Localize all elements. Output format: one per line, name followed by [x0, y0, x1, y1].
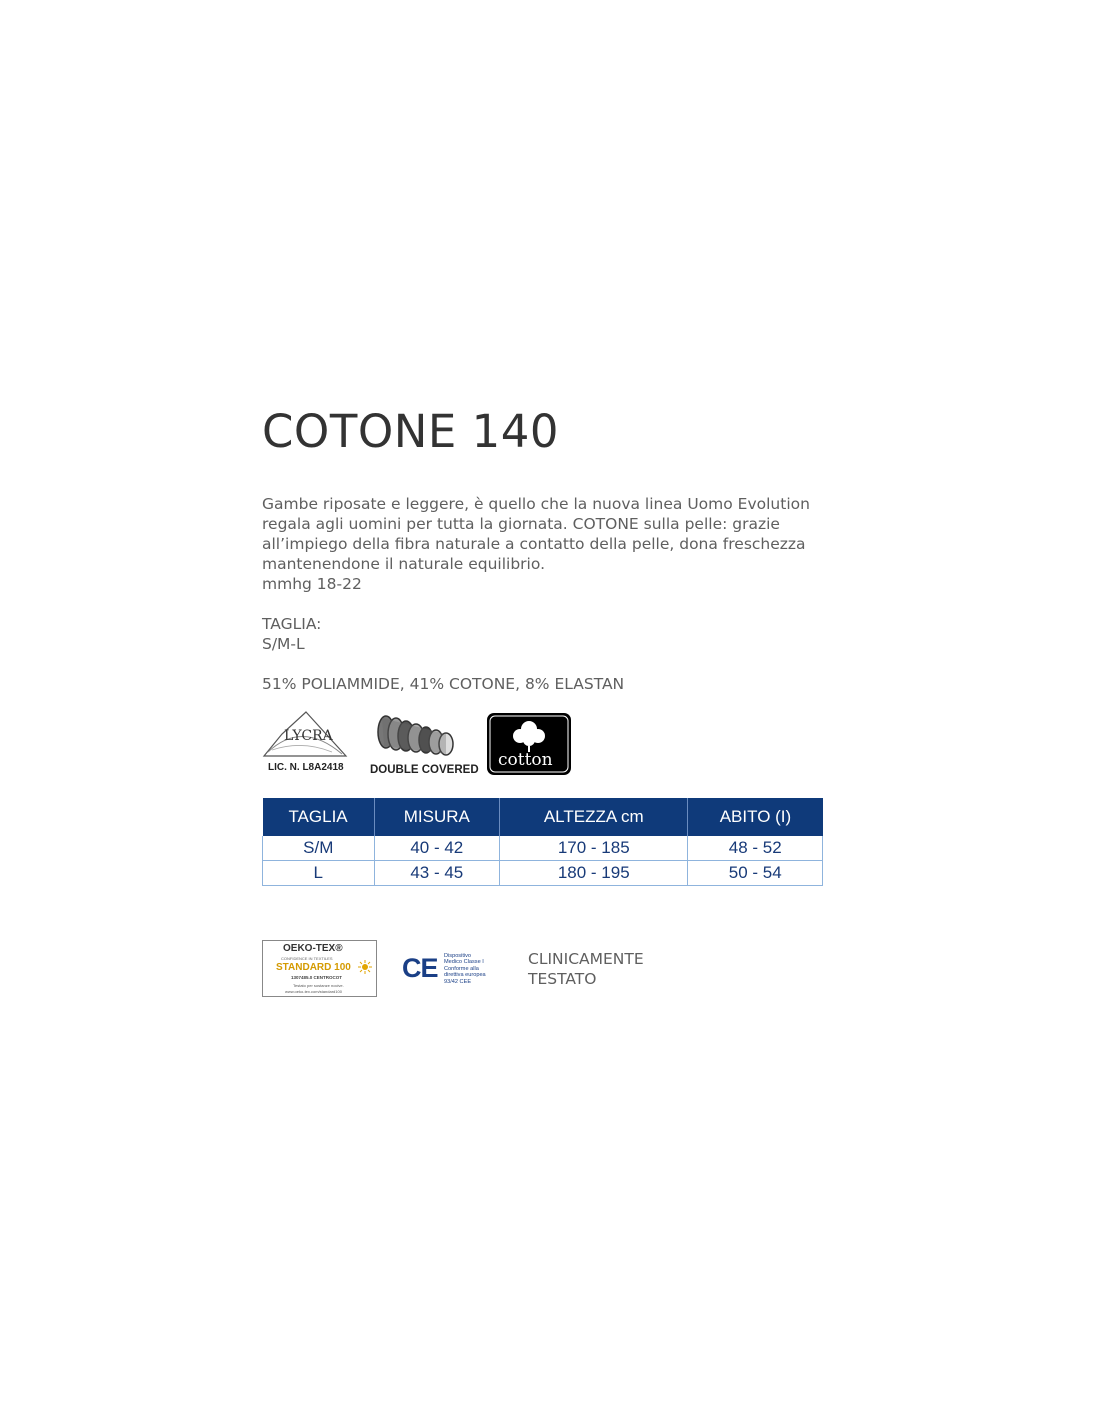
oeko-tex-badge: [262, 940, 377, 997]
ce-line: 93/42 CEE: [444, 978, 472, 985]
oeko-url: www.oeko-tex.com/standard100: [285, 989, 342, 994]
ce-line: Dispositivo: [444, 953, 472, 959]
double-covered-label: DOUBLE COVERED: [370, 764, 479, 776]
ce-line: direttiva europea: [444, 972, 486, 979]
lycra-license: LIC. N. L8A2418: [268, 762, 344, 773]
clinical-line: CLINICAMENTE: [528, 950, 644, 968]
product-title: COTONE 140: [262, 405, 560, 458]
material-badges: [262, 710, 592, 780]
pressure-value: mmhg 18-22: [262, 575, 362, 593]
product-description: [262, 494, 832, 594]
table-cell: 50 - 54: [688, 861, 823, 886]
table-row: [263, 836, 823, 861]
clinical-line: TESTATO: [528, 970, 597, 988]
size-info: [262, 614, 832, 654]
header-altezza: ALTEZZA cm: [500, 798, 688, 836]
description-line: mantenendone il naturale equilibrio.: [262, 555, 546, 573]
certification-badges: [262, 940, 682, 1002]
description-line: Gambe riposate e leggere, è quello che la nuova linea Uomo Evolution: [262, 495, 810, 513]
table-cell: S/M: [263, 836, 375, 861]
size-values: S/M-L: [262, 635, 305, 653]
ce-line: Conforme alla: [444, 965, 479, 972]
lycra-word: LYCRA: [284, 728, 333, 744]
table-cell: 170 - 185: [500, 836, 688, 861]
oeko-note: Testato per sostanze nocive.: [293, 983, 344, 988]
product-content: [262, 400, 832, 694]
ce-mark-icon: CE: [402, 953, 438, 983]
cotton-flower-icon: [486, 712, 572, 776]
size-table: [262, 798, 823, 886]
lycra-logo-icon: [262, 710, 348, 776]
ce-text: [444, 953, 486, 985]
oeko-tagline: CONFIDENCE IN TEXTILES: [281, 956, 333, 961]
oeko-brand: OEKO-TEX®: [283, 943, 343, 954]
oeko-standard: STANDARD 100: [276, 962, 351, 973]
cotton-word: cotton: [498, 750, 553, 770]
ce-line: Medico Classe I: [444, 959, 484, 966]
table-cell: 48 - 52: [688, 836, 823, 861]
header-misura: MISURA: [374, 798, 499, 836]
size-table-header: [263, 798, 823, 836]
double-covered-yarn-icon: [370, 712, 479, 778]
table-cell: 43 - 45: [374, 861, 499, 886]
composition: 51% POLIAMMIDE, 41% COTONE, 8% ELASTAN: [262, 675, 625, 693]
description-line: all’impiego della fibra naturale a contatto della pelle, dona freschezza: [262, 535, 806, 553]
header-abito: ABITO (I): [688, 798, 823, 836]
table-cell: 180 - 195: [500, 861, 688, 886]
table-cell: 40 - 42: [374, 836, 499, 861]
description-line: regala agli uomini per tutta la giornata. COTONE sulla pelle: grazie: [262, 515, 780, 533]
table-row: [263, 861, 823, 886]
oeko-code: 1307485.0 CENTROCOT: [291, 975, 343, 980]
header-taglia: TAGLIA: [263, 798, 375, 836]
size-label: TAGLIA:: [262, 615, 322, 633]
sun-icon: [358, 960, 372, 974]
ce-mark-badge: [402, 950, 508, 992]
table-cell: L: [263, 861, 375, 886]
clinical-tested: [528, 949, 644, 989]
